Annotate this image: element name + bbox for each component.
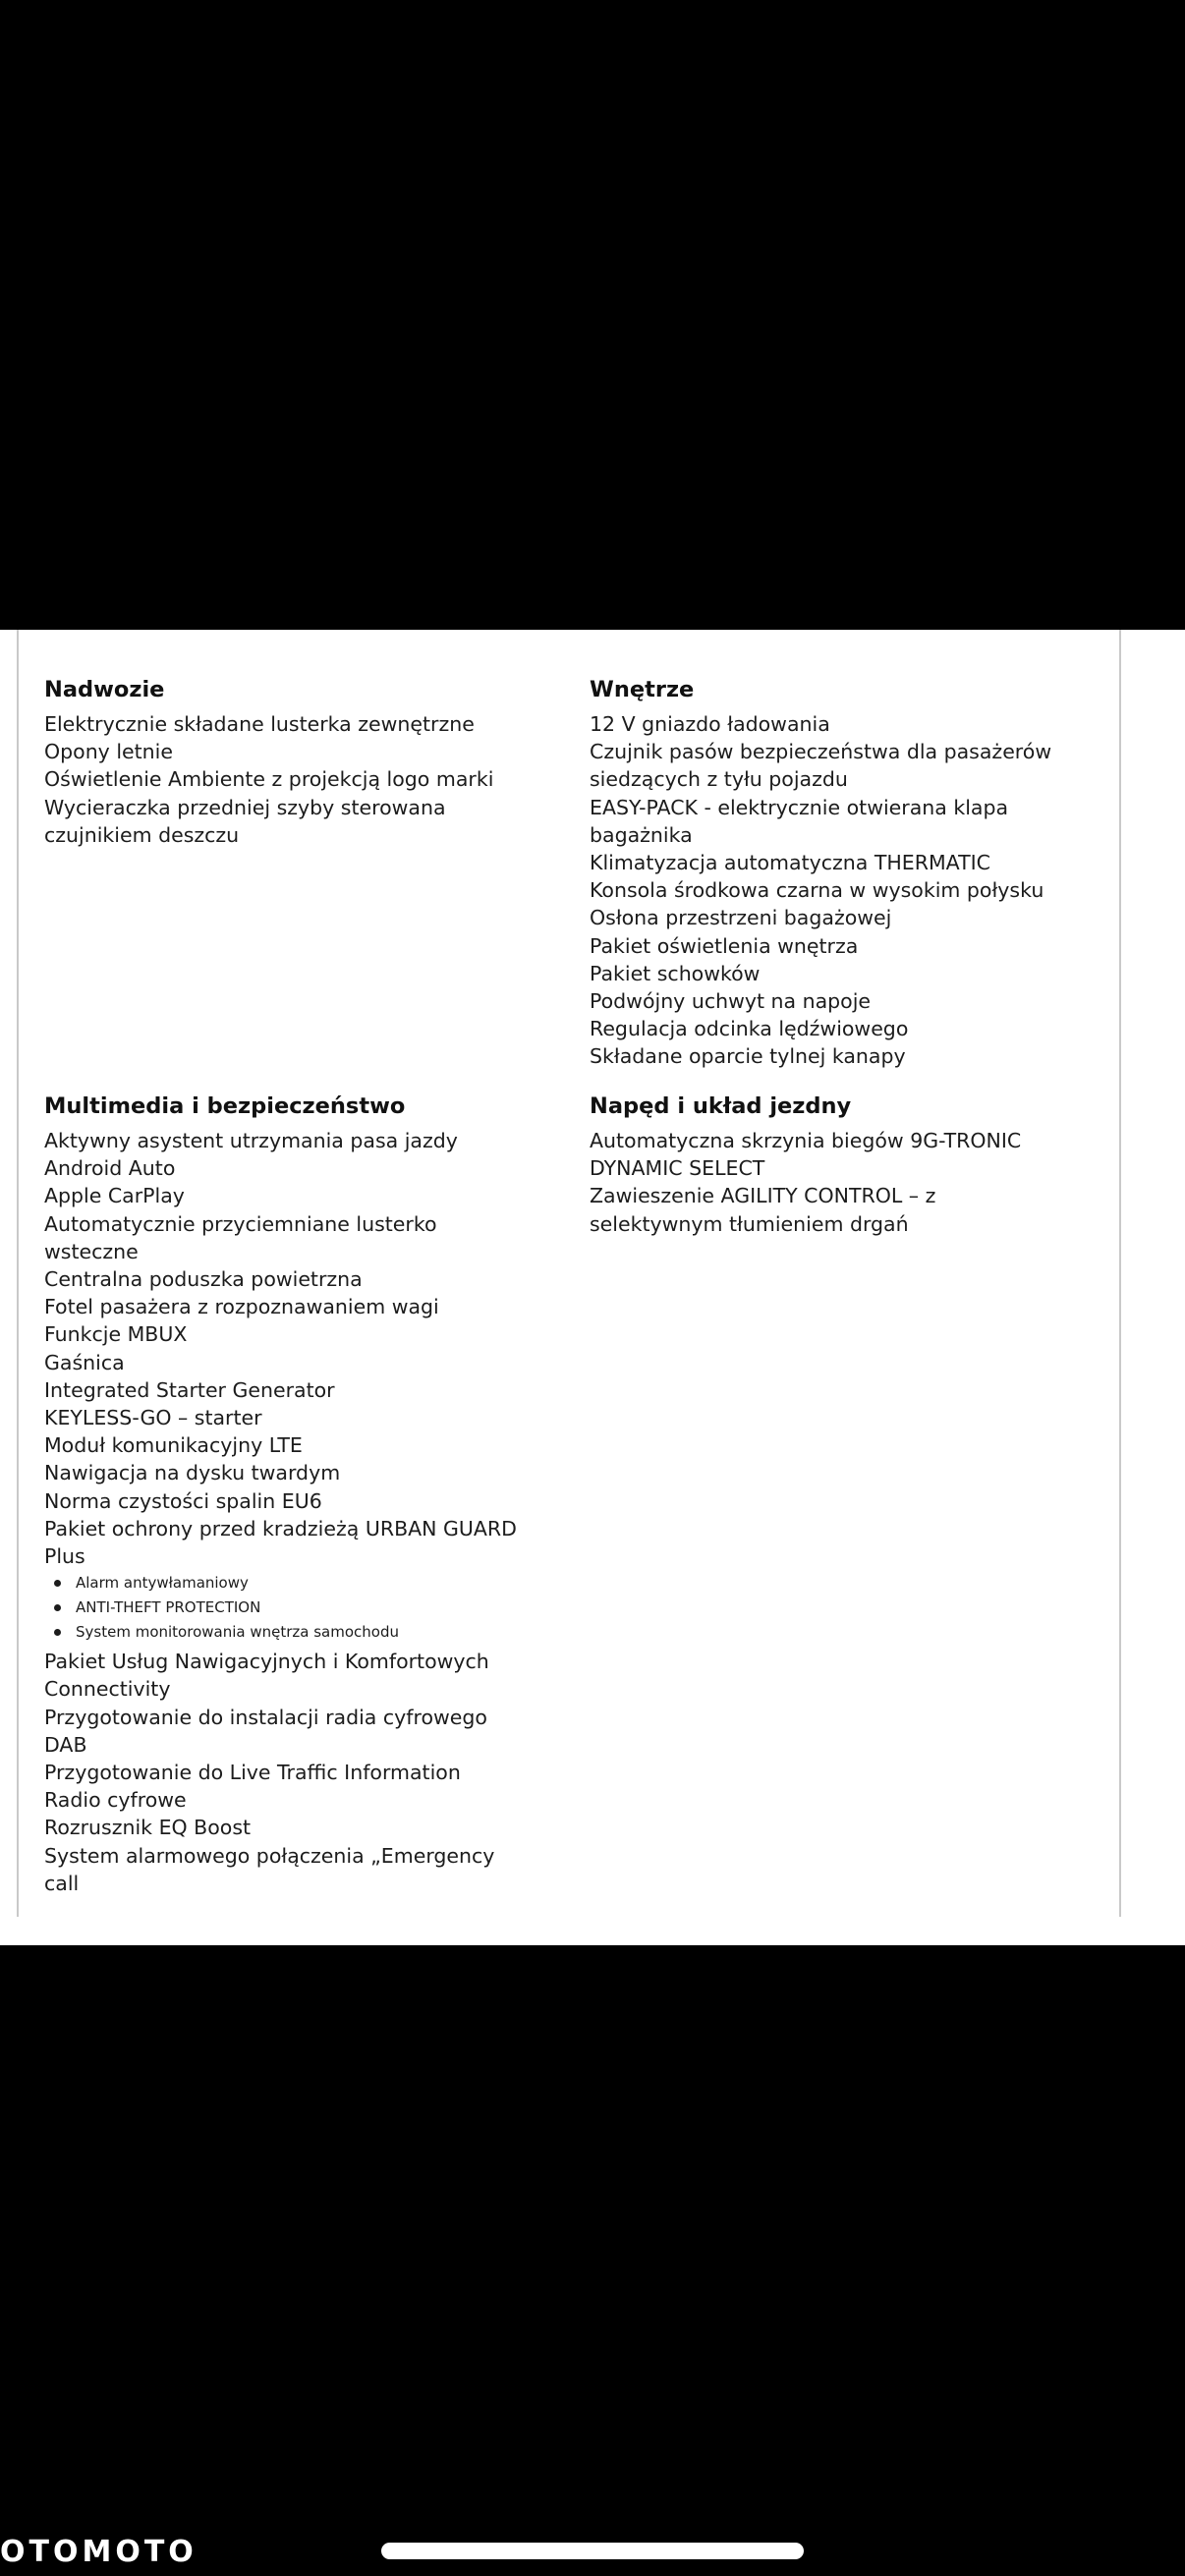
list-item: Aktywny asystent utrzymania pasa jazdy <box>44 1129 458 1152</box>
list-item: Gaśnica <box>44 1350 125 1374</box>
list-item: EASY-PACK - elektrycznie otwierana klapa <box>590 795 1009 819</box>
section-title: Wnętrze <box>590 677 695 702</box>
list-item: Składane oparcie tylnej kanapy <box>590 1044 906 1069</box>
list-item: Radio cyfrowe <box>44 1788 187 1813</box>
list-item: selektywnym tłumieniem drgań <box>590 1211 909 1236</box>
feature-list <box>44 1127 517 1570</box>
bullet-item <box>44 1571 517 1596</box>
feature-list <box>590 1127 1021 1238</box>
list-item: call <box>44 1871 80 1895</box>
list-item: Pakiet schowków <box>590 961 761 985</box>
list-item: Wycieraczka przedniej szyby sterowana <box>44 795 446 819</box>
list-item: Automatyczna skrzynia biegów 9G-TRONIC <box>590 1129 1022 1152</box>
list-item: Przygotowanie do instalacji radia cyfrowego <box>44 1705 487 1729</box>
list-item: Plus <box>44 1544 85 1569</box>
list-item: Czujnik pasów bezpieczeństwa dla pasażerów <box>590 740 1052 764</box>
list-item: wsteczne <box>44 1239 139 1263</box>
list-item: Pakiet Usług Nawigacyjnych i Komfortowych <box>44 1650 489 1674</box>
list-item: Norma czystości spalin EU6 <box>44 1488 322 1513</box>
bullet-dot-icon <box>54 1629 61 1636</box>
page-border-right <box>1119 630 1121 1917</box>
list-item: Pakiet ochrony przed kradzieżą URBAN GUARD <box>44 1516 517 1540</box>
list-item: siedzących z tyłu pojazdu <box>590 767 848 792</box>
list-item: Osłona przestrzeni bagażowej <box>590 906 892 930</box>
section-title: Napęd i układ jezdny <box>590 1093 852 1119</box>
home-indicator[interactable] <box>381 2543 804 2559</box>
list-item: Moduł komunikacyjny LTE <box>44 1433 303 1458</box>
list-item: Integrated Starter Generator <box>44 1377 335 1402</box>
section-title: Nadwozie <box>44 677 165 702</box>
list-item: Konsola środkowa czarna w wysokim połysku <box>590 878 1044 903</box>
feature-list <box>44 710 493 849</box>
list-item: Centralna poduszka powietrzna <box>44 1267 363 1292</box>
list-item: System alarmowego połączenia „Emergency <box>44 1843 495 1868</box>
list-item: Regulacja odcinka lędźwiowego <box>590 1017 909 1041</box>
list-item: Fotel pasażera z rozpoznawaniem wagi <box>44 1295 439 1319</box>
bullet-item <box>44 1596 517 1620</box>
list-item: Opony letnie <box>44 740 173 764</box>
list-item: czujnikiem deszczu <box>44 822 240 847</box>
list-item: Nawigacja na dysku twardym <box>44 1461 341 1485</box>
section-title: Multimedia i bezpieczeństwo <box>44 1093 406 1119</box>
bullet-item <box>44 1620 517 1645</box>
list-item: Apple CarPlay <box>44 1184 185 1208</box>
list-item: Rozrusznik EQ Boost <box>44 1816 252 1840</box>
document-page <box>0 630 1185 1945</box>
list-item: 12 V gniazdo ładowania <box>590 712 830 736</box>
list-item: bagażnika <box>590 822 693 847</box>
page-border-left <box>17 630 19 1917</box>
list-item: Przygotowanie do Live Traffic Information <box>44 1761 461 1785</box>
list-item: DYNAMIC SELECT <box>590 1156 765 1181</box>
list-item: Connectivity <box>44 1677 171 1702</box>
section-multimedia <box>44 1092 517 1897</box>
list-item: Podwójny uchwyt na napoje <box>590 989 872 1014</box>
list-item: Pakiet oświetlenia wnętrza <box>590 933 859 958</box>
list-item: Android Auto <box>44 1156 176 1181</box>
list-item: Automatycznie przyciemniane lusterko <box>44 1211 437 1236</box>
feature-list <box>44 1648 517 1897</box>
bullet-text: ANTI-THEFT PROTECTION <box>76 1598 261 1617</box>
feature-list <box>590 710 1051 1071</box>
bullet-dot-icon <box>54 1604 61 1611</box>
section-naped <box>590 1092 1021 1238</box>
list-item: Elektrycznie składane lusterka zewnętrzne <box>44 712 475 736</box>
list-item: Klimatyzacja automatyczna THERMATIC <box>590 851 990 875</box>
bullet-dot-icon <box>54 1580 61 1587</box>
list-item: Funkcje MBUX <box>44 1322 188 1347</box>
bullet-text: Alarm antywłamaniowy <box>76 1574 249 1593</box>
list-item: DAB <box>44 1732 87 1757</box>
bullet-list <box>44 1571 517 1645</box>
bullet-text: System monitorowania wnętrza samochodu <box>76 1623 399 1642</box>
list-item: KEYLESS-GO – starter <box>44 1406 262 1430</box>
list-item: Zawieszenie AGILITY CONTROL – z <box>590 1184 936 1208</box>
otomoto-logo: OTOMOTO <box>0 2535 198 2569</box>
section-wnetrze <box>590 675 1051 1071</box>
list-item: Oświetlenie Ambiente z projekcją logo marki <box>44 767 494 792</box>
section-nadwozie <box>44 675 493 849</box>
